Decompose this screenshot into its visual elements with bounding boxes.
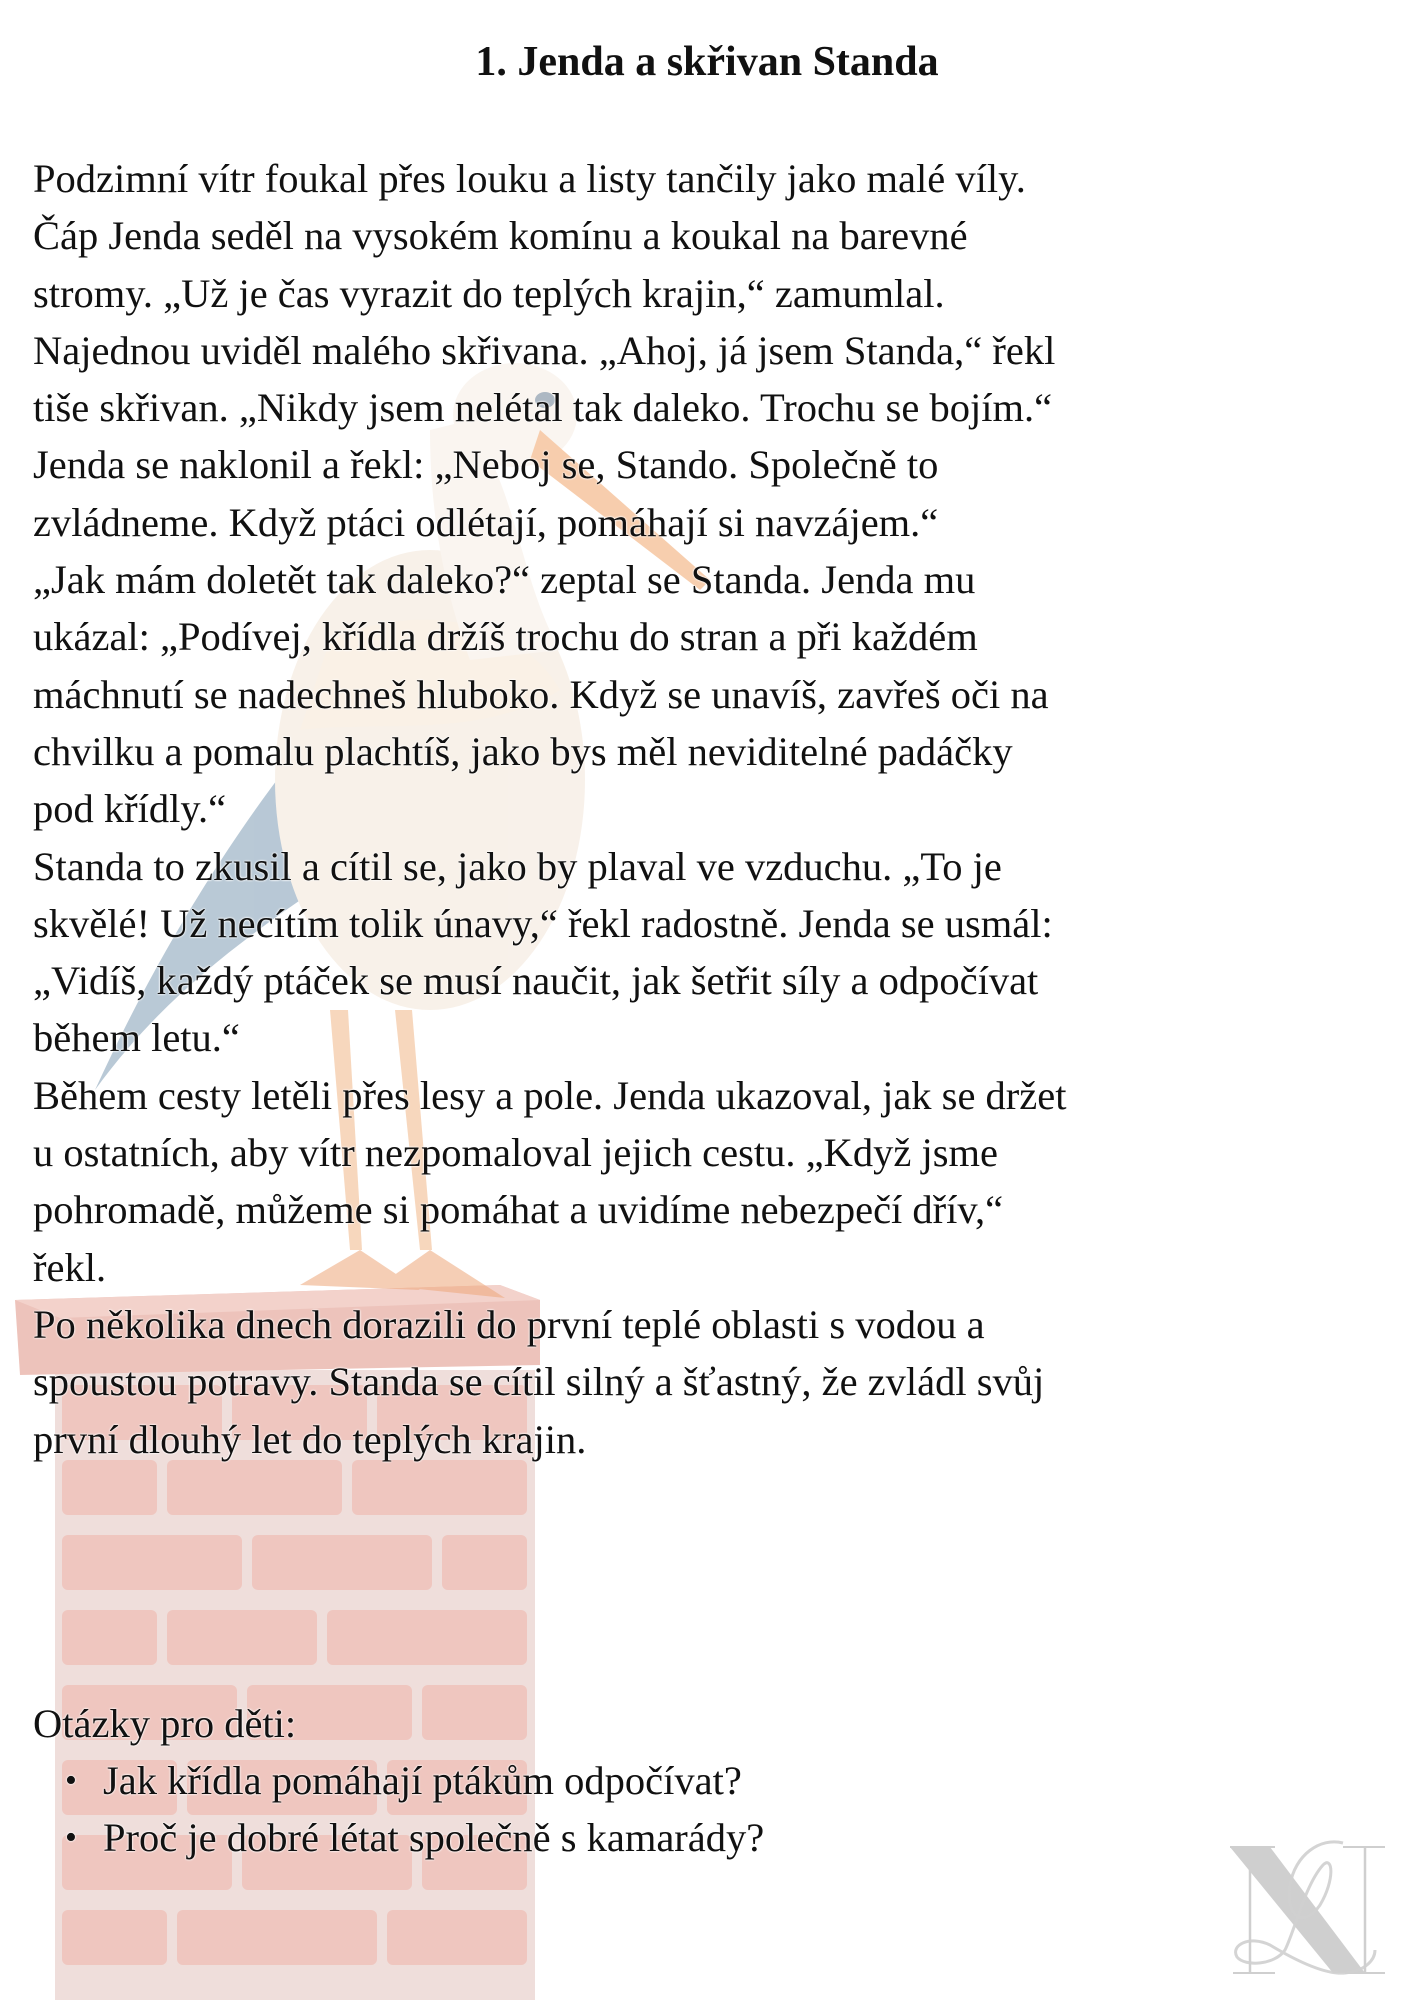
questions-list — [33, 1752, 1333, 1866]
story-line: Čáp Jenda seděl na vysokém komínu a koukal na barevné — [33, 213, 968, 259]
question-item — [65, 1752, 1333, 1809]
story-line: spoustou potravy. Standa se cítil silný a šťastný, že zvládl svůj — [33, 1359, 1045, 1405]
story-line: „Vidíš, každý ptáček se musí naučit, jak šetřit síly a odpočívat — [33, 958, 1039, 1004]
story-line: ukázal: „Podívej, křídla držíš trochu do stran a při každém — [33, 614, 978, 660]
story-line: u ostatních, aby vítr nezpomaloval jejich cestu. „Když jsme — [33, 1130, 998, 1176]
question-text: Proč je dobré létat společně s kamarády? — [103, 1815, 765, 1860]
story-line: máchnutí se nadechneš hluboko. Když se unavíš, zavřeš oči na — [33, 671, 1049, 717]
story-line: Po několika dnech dorazili do první teplé oblasti s vodou a — [33, 1301, 985, 1347]
story-line: pod křídly.“ — [33, 786, 227, 832]
ln-monogram-logo — [1225, 1835, 1395, 1980]
story-line: Najednou uviděl malého skřivana. „Ahoj, já jsem Standa,“ řekl — [33, 327, 1056, 373]
story-line: skvělé! Už necítím tolik únavy,“ řekl radostně. Jenda se usmál: — [33, 900, 1053, 946]
story-line: pohromadě, můžeme si pomáhat a uvidíme nebezpečí dřív,“ — [33, 1187, 1004, 1233]
story-line: chvilku a pomalu plachtíš, jako bys měl neviditelné padáčky — [33, 728, 1013, 774]
story-text — [33, 150, 1393, 1468]
question-text: Jak křídla pomáhají ptákům odpočívat? — [103, 1758, 742, 1803]
question-item — [65, 1809, 1333, 1866]
story-line: Podzimní vítr foukal přes louku a listy tančily jako malé víly. — [33, 156, 1026, 201]
story-line: zvládneme. Když ptáci odlétají, pomáhají si navzájem.“ — [33, 499, 939, 545]
story-line: první dlouhý let do teplých krajin. — [33, 1416, 587, 1462]
story-line: Jenda se naklonil a řekl: „Neboj se, Stando. Společně to — [33, 442, 939, 488]
story-line: řekl. — [33, 1244, 107, 1290]
questions-section — [33, 1695, 1333, 1866]
bullet-icon: • — [65, 1819, 77, 1856]
story-line: Během cesty letěli přes lesy a pole. Jenda ukazoval, jak se držet — [33, 1072, 1067, 1118]
questions-heading: Otázky pro děti: — [33, 1701, 297, 1746]
bullet-icon: • — [65, 1762, 77, 1799]
page-title: 1. Jenda a skřivan Standa — [475, 39, 939, 85]
story-line: tiše skřivan. „Nikdy jsem nelétal tak daleko. Trochu se bojím.“ — [33, 385, 1053, 431]
story-line: stromy. „Už je čas vyrazit do teplých krajin,“ zamumlal. — [33, 270, 945, 316]
story-line: Standa to zkusil a cítil se, jako by plaval ve vzduchu. „To je — [33, 843, 1002, 889]
story-line: během letu.“ — [33, 1015, 240, 1061]
story-line: „Jak mám doletět tak daleko?“ zeptal se Standa. Jenda mu — [33, 557, 976, 603]
